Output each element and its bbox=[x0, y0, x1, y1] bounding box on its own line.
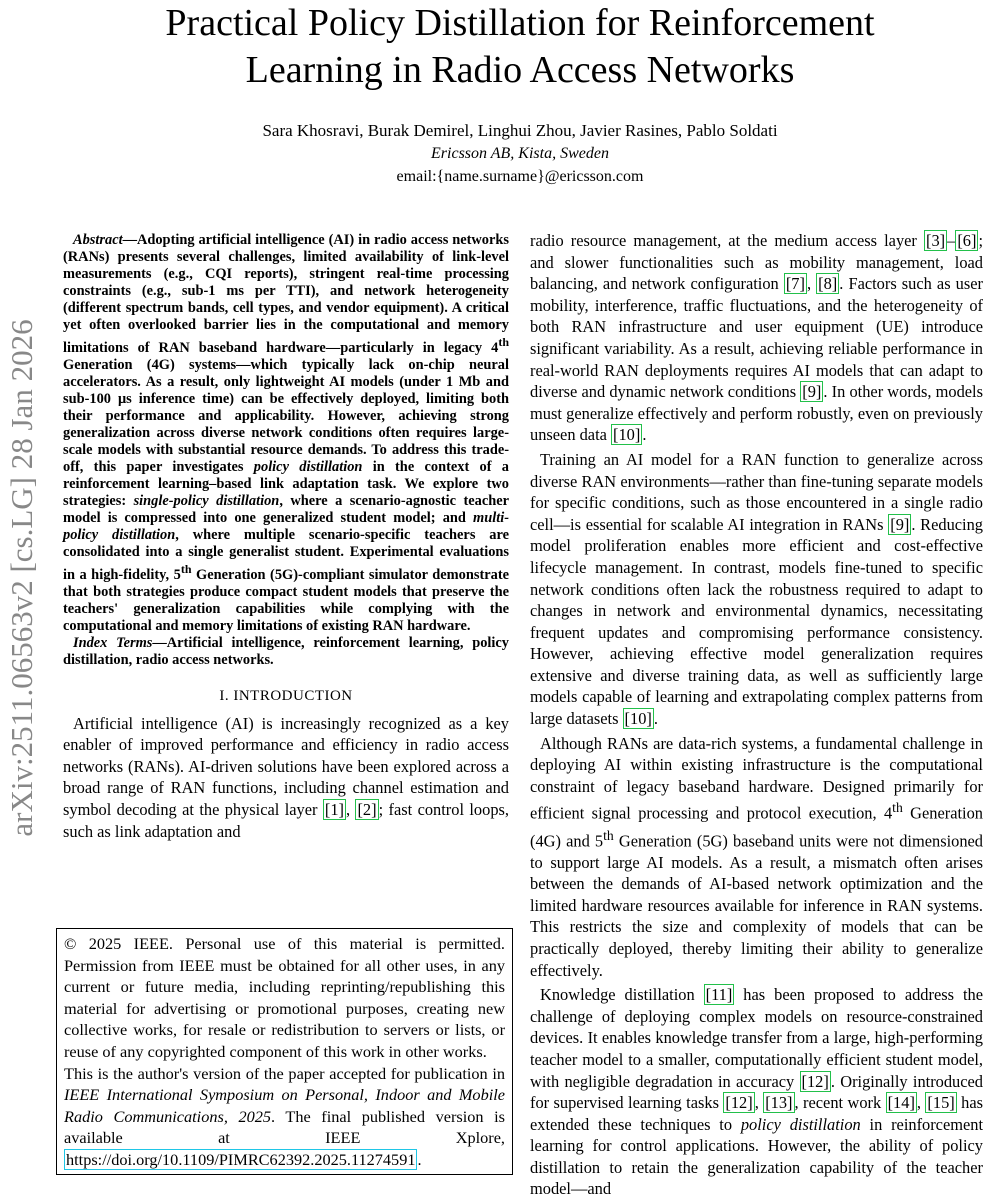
citation-link[interactable]: [7] bbox=[785, 274, 805, 294]
abstract-lead: Abstract bbox=[73, 232, 123, 248]
paragraph-text: . bbox=[653, 709, 658, 729]
abstract-text: Adopting artificial intelligence (AI) in radio access networks (RANs) presents several challenges, limited availability of link-level measurements (e.g., CQI reports), stringent real-time processing constraints (e.g., sub-1 ms per TTI), and network heterogeneity (different spectrum bands, cell types, and vendor equipment). A critical yet often overlooked barrier lies in the computational and memory limitations of RAN baseband hardware—particularly in legacy 4 bbox=[63, 232, 509, 356]
citation-link[interactable]: [11] bbox=[705, 985, 733, 1005]
index-terms-dash: — bbox=[152, 634, 167, 651]
author-list: Sara Khosravi, Burak Demirel, Linghui Zhou, Javier Rasines, Pablo Soldati bbox=[262, 121, 778, 140]
right-column bbox=[530, 230, 983, 1200]
copyright-text: © 2025 IEEE. Personal use of this material is permitted. Permission from IEEE must be obtained for all other uses, in any current or future media, including reprinting/republishing this material for advertising or promotional purposes, creating new collective works, for resale or redistribution to servers or lists, or reuse of any copyrighted component of this work in other works. bbox=[64, 934, 505, 1061]
paragraph-text: radio resource management, at the medium access layer bbox=[530, 231, 924, 250]
paragraph bbox=[530, 984, 983, 1200]
superscript: th bbox=[498, 335, 509, 349]
paragraph-text: Knowledge distillation bbox=[540, 985, 704, 1005]
citation-link[interactable]: [6] bbox=[957, 231, 977, 250]
citation-link[interactable]: [10] bbox=[624, 709, 652, 729]
citation-link[interactable]: [9] bbox=[890, 514, 910, 534]
paragraph-text: , bbox=[754, 1093, 764, 1113]
copyright-notice bbox=[56, 928, 513, 1175]
abstract-text: Generation (5G)-compliant simulator demonstrate that both strategies produce compact student models that preserve the teachers' generalization capabilities while complying with the computational and memory limitations of existing RAN hardware. bbox=[63, 566, 509, 634]
citation-link[interactable]: [13] bbox=[765, 1093, 793, 1113]
paragraph-text: – bbox=[947, 231, 956, 250]
paragraph-text: Generation (4G) and 5 bbox=[530, 803, 983, 850]
paragraph-text: . In other words, models must generalize effectively and perform robustly, even on previously unseen data bbox=[530, 382, 983, 445]
superscript: th bbox=[180, 561, 192, 576]
paper-title bbox=[60, 0, 980, 94]
abstract bbox=[63, 232, 509, 635]
title-line-2: Learning in Radio Access Networks bbox=[245, 49, 795, 91]
paragraph-text: , bbox=[916, 1093, 926, 1113]
paragraph-text: , bbox=[806, 274, 817, 294]
paragraph-text: has been proposed to address the challenge of deploying complex models on resource-constrained devices. It enables knowledge transfer from a large, high-performing teacher model to a smaller, computationally efficient student model, with negligible degradation in accuracy bbox=[530, 985, 983, 1091]
abstract-text: in the context of a reinforcement learning–based link adaptation task. We explore two strategies: bbox=[63, 458, 510, 509]
paragraph-text: , recent work bbox=[794, 1093, 886, 1113]
paragraph-text: . Originally introduced for supervised learning tasks bbox=[530, 1071, 984, 1113]
index-terms-text: Artificial intelligence, reinforcement learning, policy distillation, radio access networks. bbox=[63, 634, 509, 668]
paragraph-text: Although RANs are data-rich systems, a fundamental challenge in deploying AI within existing infrastructure is the computational constraint of legacy baseband hardware. Designed primarily for efficient signal processing and protocol execution, 4 bbox=[530, 733, 983, 823]
copyright-text: . bbox=[417, 1149, 422, 1169]
superscript: th bbox=[892, 800, 903, 816]
affiliation: Ericsson AB, Kista, Sweden bbox=[431, 145, 609, 162]
superscript: th bbox=[603, 827, 614, 843]
abstract-emphasis: policy distillation bbox=[253, 458, 363, 475]
left-column bbox=[63, 232, 509, 842]
abstract-dash: — bbox=[122, 232, 137, 248]
citation-link[interactable]: [8] bbox=[818, 274, 838, 294]
paragraph bbox=[530, 449, 983, 730]
abstract-emphasis: multi-policy distillation bbox=[63, 509, 509, 543]
paragraph-text: ; fast control loops, such as link adaptation and bbox=[63, 799, 509, 841]
abstract-emphasis: single-policy distillation bbox=[133, 492, 280, 509]
citation-link[interactable]: [12] bbox=[725, 1093, 753, 1113]
doi-link[interactable]: https://doi.org/10.1109/PIMRC62392.2025.11274591 bbox=[66, 1149, 416, 1169]
venue-name: IEEE International Symposium on Personal, Indoor and Mobile Radio Communications, 2025 bbox=[64, 1085, 505, 1126]
abstract-text: , where multiple scenario-specific teachers are consolidated into a single generalist student. Experimental evaluations in a high-fidelity, 5 bbox=[63, 526, 510, 583]
email: email:{name.surname}@ericsson.com bbox=[396, 168, 644, 185]
paragraph bbox=[530, 230, 983, 446]
paragraph-text: . Reducing model proliferation enables more efficient and cost-effective lifecycle management. In contrast, models fine-tuned to specific network conditions often lack the robustness required to adapt to changes in network and environmental dynamics, necessitating frequent updates and compromising performance consistency. However, achieving effective model generalization requires extensive and diverse training data, as well as sufficiently large models capable of learning and extrapolating complex patterns from large datasets bbox=[530, 514, 983, 729]
paragraph-text: . Factors such as user mobility, interference, traffic fluctuations, and the heterogeneity of both RAN infrastructure and user equipment (UE) introduce significant variability. As a result, achieving reliable performance in real-world RAN deployments requires AI models that can adapt to diverse and dynamic network conditions bbox=[530, 274, 983, 402]
paragraph bbox=[63, 713, 509, 843]
paragraph-text: in reinforcement learning for control applications. However, the ability of policy distillation to retain the generalization capability of the teacher model—and bbox=[530, 1114, 984, 1199]
copyright-publication-note bbox=[64, 1063, 505, 1171]
emphasis: policy distillation bbox=[740, 1114, 861, 1134]
paragraph-text: Training an AI model for a RAN function to generalize across diverse RAN environments—rather than fine-tuning separate models for specific conditions, such as those encountered in a single radio cell—is essential for scalable AI integration in RANs bbox=[530, 449, 983, 534]
paragraph-text: , bbox=[345, 799, 356, 819]
citation-link[interactable]: [15] bbox=[927, 1093, 955, 1113]
arxiv-identifier: arXiv:2511.06563v2 [cs.LG] 28 Jan 2026 bbox=[4, 319, 39, 837]
index-terms-lead: Index Terms bbox=[73, 634, 153, 651]
citation-link[interactable]: [2] bbox=[357, 799, 377, 819]
citation-link[interactable]: [1] bbox=[324, 799, 344, 819]
paragraph-text: has extended these techniques to bbox=[530, 1093, 983, 1134]
citation-link[interactable]: [14] bbox=[887, 1093, 915, 1113]
copyright-text: This is the author's version of the paper accepted for publication in bbox=[64, 1063, 505, 1083]
citation-link[interactable]: [12] bbox=[801, 1071, 829, 1091]
citation-link[interactable]: [10] bbox=[613, 425, 641, 445]
section-heading: I. INTRODUCTION bbox=[219, 687, 353, 704]
index-terms bbox=[63, 635, 509, 669]
paragraph bbox=[530, 733, 983, 981]
paragraph-text: . bbox=[642, 425, 647, 445]
copyright-text: . The final published version is available at IEEE Xplore, bbox=[64, 1106, 505, 1148]
citation-link[interactable]: [3] bbox=[925, 231, 946, 250]
title-line-1: Practical Policy Distillation for Reinforcement bbox=[165, 2, 875, 44]
abstract-text: , where a scenario-agnostic teacher model is compressed into one generalized student model; and bbox=[63, 492, 509, 526]
paragraph-text: Generation (5G) baseband units were not dimensioned to support large AI models. As a result, a mismatch often arises between the demands of AI-based network optimization and the limited hardware resources available for inference in RAN systems. This restricts the size and complexity of models that can be practically deployed, thereby limiting their ability to generalize effectively. bbox=[530, 830, 983, 980]
abstract-text: Generation (4G) systems—which typically lack on-chip neural accelerators. As a result, only lightweight AI models (under 1 Mb and sub-100 μs inference time) can be effectively deployed, limiting both their performance and applicability. However, achieving strong generalization across diverse network conditions often requires large-scale models with substantial resource demands. To address this trade-off, this paper investigates bbox=[63, 356, 509, 475]
paragraph-text: ; and slower functionalities such as mobility management, load balancing, and network configuration bbox=[530, 231, 983, 294]
paragraph-text: Artificial intelligence (AI) is increasingly recognized as a key enabler of improved performance and efficiency in radio access networks (RANs). AI-driven solutions have been explored across a broad range of RAN functions, including channel estimation and symbol decoding at the physical layer bbox=[63, 713, 509, 819]
citation-link[interactable]: [9] bbox=[802, 382, 822, 402]
